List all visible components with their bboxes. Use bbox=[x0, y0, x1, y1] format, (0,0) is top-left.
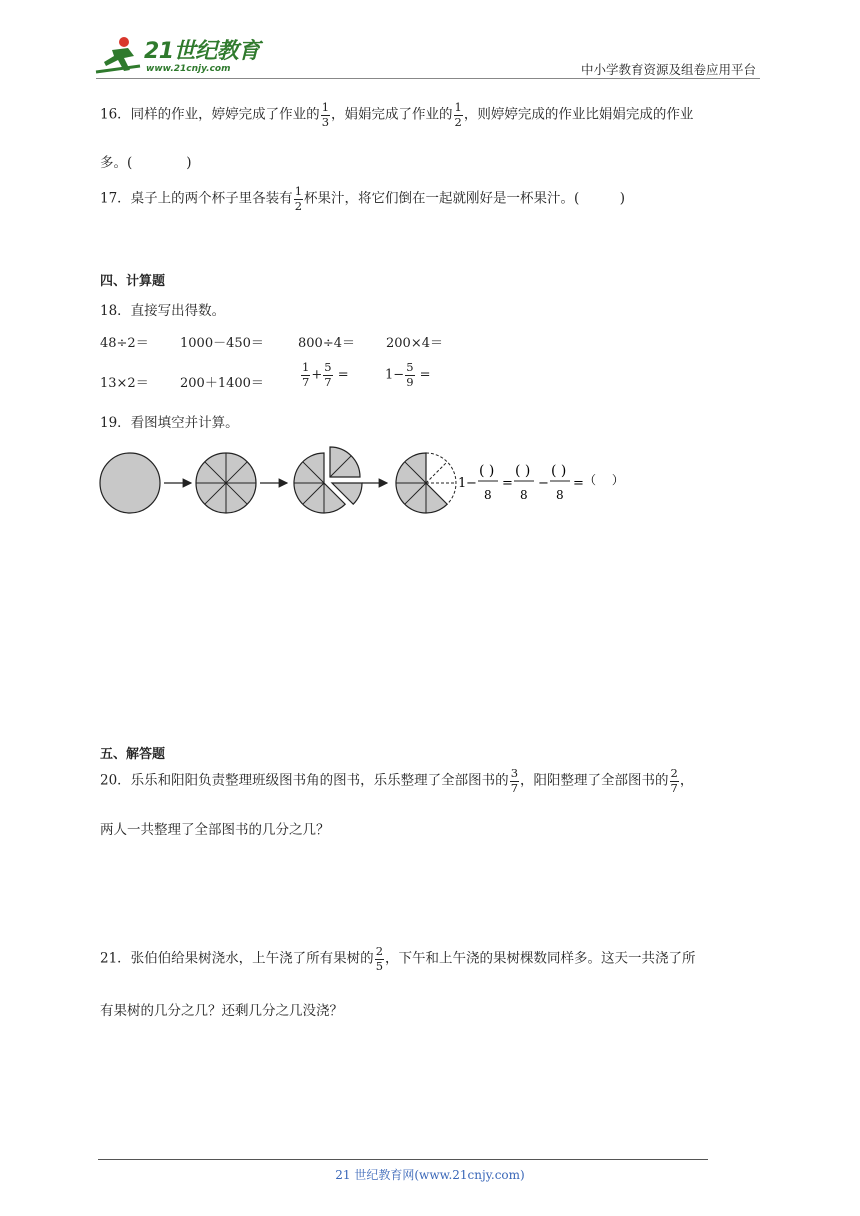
eq-equals: = bbox=[502, 476, 513, 491]
fraction: $\frac{5}{9}$ bbox=[406, 360, 414, 389]
answer-blank: （ ） bbox=[584, 473, 624, 487]
fraction: $\frac{1}{3}$ bbox=[321, 100, 330, 129]
logo-text: 21世纪教育 bbox=[144, 39, 260, 64]
calc-fraction-sum: $\frac{1}{7}$ + $\frac{5}{7}$ = bbox=[302, 360, 349, 389]
question-16-line2: 多。( ) bbox=[100, 155, 192, 171]
q16-text-b: ，娟娟完成了作业的 bbox=[331, 106, 453, 123]
q20-text-b: ，阳阳整理了全部图书的 bbox=[520, 772, 669, 789]
q19-diagram bbox=[96, 446, 636, 522]
header-divider bbox=[96, 78, 760, 79]
eq-minus: − bbox=[466, 476, 477, 491]
section-5-title: 五、解答题 bbox=[100, 747, 166, 762]
q20-text-a: 20．乐乐和阳阳负责整理班级图书角的图书，乐乐整理了全部图书的 bbox=[100, 772, 509, 789]
question-20: 20．乐乐和阳阳负责整理班级图书角的图书，乐乐整理了全部图书的 $\frac{3}{7}$ ，阳阳整理了全部图书的 $\frac{2}{7}$ ， bbox=[100, 766, 694, 795]
calc-item: 48÷2＝ bbox=[100, 336, 149, 351]
question-18-title: 18．直接写出得数。 bbox=[100, 303, 226, 319]
q21-text-a: 21．张伯伯给果树浇水，上午浇了所有果树的 bbox=[100, 950, 374, 967]
question-17 bbox=[100, 186, 625, 212]
fraction: $\frac{1}{2}$ bbox=[454, 100, 462, 129]
blank-numerator: ( ) bbox=[479, 463, 495, 479]
logo-icon bbox=[94, 36, 146, 76]
question-16 bbox=[100, 102, 693, 128]
fraction: $\frac{2}{5}$ bbox=[375, 944, 384, 973]
fraction: $\frac{1}{7}$ bbox=[302, 360, 310, 389]
fraction: $\frac{3}{7}$ bbox=[510, 766, 519, 795]
q16-text-c: ，则婷婷完成的作业比娟娟完成的作业 bbox=[463, 106, 694, 123]
calc-item: 200×4＝ bbox=[386, 336, 443, 351]
calc-item: 800÷4＝ bbox=[298, 336, 355, 351]
q17-text-b: 杯果汁，将它们倒在一起就刚好是一杯果汁。( ) bbox=[304, 190, 626, 207]
denominator: 8 bbox=[484, 488, 492, 502]
calc-item: 200＋1400＝ bbox=[180, 376, 264, 391]
eighths-circle bbox=[196, 453, 256, 513]
denominator: 8 bbox=[520, 488, 528, 502]
q17-text-a: 17．桌子上的两个杯子里各装有 bbox=[100, 190, 293, 207]
question-21 bbox=[100, 946, 696, 972]
logo-url: www.21cnjy.com bbox=[146, 64, 231, 74]
fraction: $\frac{2}{7}$ bbox=[670, 766, 678, 795]
blank-numerator: ( ) bbox=[551, 463, 567, 479]
denominator: 8 bbox=[556, 488, 564, 502]
eq-one: 1 bbox=[458, 476, 467, 491]
q16-text-a: 16．同样的作业，婷婷完成了作业的 bbox=[100, 106, 320, 123]
calc-item: 1000－450＝ bbox=[180, 336, 264, 351]
split-circle bbox=[294, 447, 362, 513]
q21-text-b: ，下午和上午浇的果树棵数同样多。这天一共浇了所 bbox=[385, 950, 696, 967]
footer-link[interactable]: 21 世纪教育网(www.21cnjy.com) bbox=[335, 1168, 525, 1182]
calc-fraction-diff: 1− $\frac{5}{9}$ = bbox=[385, 360, 431, 389]
question-21-line2: 有果树的几分之几？还剩几分之几没浇？ bbox=[100, 1003, 343, 1019]
eq-minus: − bbox=[538, 476, 549, 491]
fraction: $\frac{1}{2}$ bbox=[294, 184, 303, 213]
footer-divider bbox=[98, 1159, 708, 1160]
section-4-title: 四、计算题 bbox=[100, 274, 166, 289]
question-19-title: 19．看图填空并计算。 bbox=[100, 415, 239, 431]
eq-equals: = bbox=[573, 476, 584, 491]
platform-name: 中小学教育资源及组卷应用平台 bbox=[580, 62, 756, 77]
calc-item: 13×2＝ bbox=[100, 376, 149, 391]
whole-circle bbox=[100, 453, 160, 513]
question-20-line2: 两人一共整理了全部图书的几分之几？ bbox=[100, 822, 330, 838]
fraction: $\frac{5}{7}$ bbox=[324, 360, 332, 389]
remaining-circle bbox=[396, 453, 456, 513]
blank-numerator: ( ) bbox=[515, 463, 531, 479]
